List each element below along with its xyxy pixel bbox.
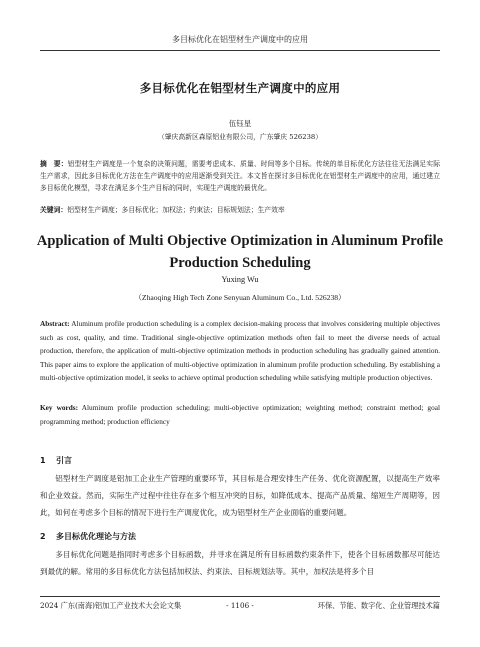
chinese-author: 伍钰星 bbox=[228, 119, 252, 128]
english-keywords-text: Aluminum profile production scheduling; multi-objective optimization; weighting method; constraint method; goal programming method; production efficiency bbox=[40, 403, 440, 426]
chinese-affiliation: （肇庆高新区森原铝业有限公司，广东肇庆 526238） bbox=[157, 133, 323, 141]
english-abstract bbox=[40, 317, 440, 385]
chinese-keywords bbox=[40, 204, 440, 216]
chinese-keywords-label: 关键词： bbox=[40, 206, 68, 214]
footer-rule bbox=[40, 596, 440, 597]
chinese-abstract-label: 摘 要： bbox=[40, 160, 68, 168]
english-abstract-text: Aluminum profile production scheduling is a complex decision-making process that involves considering multiple objectives such as cost, quality, and time. Traditional single-objective optimization methods often fail to meet the diverse needs of actual production, therefore, the application of multi-objective optimization methods in production scheduling has gradually gained attention. This paper aims to explore the application of multi-objective optimization in aluminum profile production scheduling. By establishing a multi-objective optimization model, it seeks to achieve optimal production scheduling while satisfying multiple production objectives. bbox=[40, 319, 440, 383]
english-affiliation: （Zhaoqing High Tech Zone Senyuan Aluminum Co., Ltd. 526238） bbox=[134, 293, 346, 302]
chinese-title: 多目标优化在铝型材生产调度中的应用 bbox=[139, 81, 341, 95]
english-title: Application of Multi Objective Optimization in Aluminum Profile Production Scheduling bbox=[36, 233, 444, 271]
section-2-paragraph: 多目标优化问题是指同时考虑多个目标函数，并寻求在满足所有目标函数约束条件下，使各个目标函数都尽可能达到最优的解。常用的多目标优化方法包括加权法、约束法、目标规划法等。其中，加权法是将多个目 bbox=[40, 550, 440, 576]
english-keywords bbox=[40, 401, 440, 428]
chinese-abstract-text: 铝型材生产调度是一个复杂的决策问题，需要考虑成本、质量、时间等多个目标。传统的单目标优化方法往往无法满足实际生产需求，因此多目标优化方法在生产调度中的应用逐渐受到关注。本文旨在探讨多目标优化在铝型材生产调度中的应用，通过建立多目标优化模型，寻求在满足多个生产目标的同时，实现生产调度的最优化。 bbox=[40, 160, 440, 192]
section-title: 引言 bbox=[56, 456, 72, 465]
section-number: 1 bbox=[40, 456, 46, 465]
section-number: 2 bbox=[40, 532, 46, 541]
page-number: - 1106 - bbox=[226, 601, 254, 610]
english-author: Yuxing Wu bbox=[221, 275, 259, 284]
footer-section: 环保、节能、数字化、企业管理技术篇 bbox=[317, 601, 440, 610]
section-heading-2 bbox=[40, 531, 136, 542]
section-1-paragraph: 铝型材生产调度是铝加工企业生产管理的重要环节，其目标是合理安排生产任务、优化资源配置，以提高生产效率和企业效益。然而，实际生产过程中往往存在多个相互冲突的目标，如降低成本、提高产品质量、缩短生产周期等，因此，如何在考虑多个目标的情况下进行生产调度优化，成为铝型材生产企业面临的重要问题。 bbox=[40, 474, 440, 517]
header-rule bbox=[40, 50, 440, 51]
english-keywords-label: Key words: bbox=[40, 403, 79, 412]
section-title: 多目标优化理论与方法 bbox=[56, 532, 136, 541]
chinese-keywords-text: 铝型材生产调度；多目标优化；加权法；约束法；目标规划法；生产效率 bbox=[67, 206, 285, 214]
footer-proceedings: 2024 广东(南海)铝加工产业技术大会论文集 bbox=[40, 601, 182, 610]
english-abstract-label: Abstract: bbox=[40, 319, 70, 328]
running-header: 多目标优化在铝型材生产调度中的应用 bbox=[172, 35, 308, 44]
chinese-abstract bbox=[40, 158, 440, 194]
section-heading-1 bbox=[40, 455, 72, 466]
